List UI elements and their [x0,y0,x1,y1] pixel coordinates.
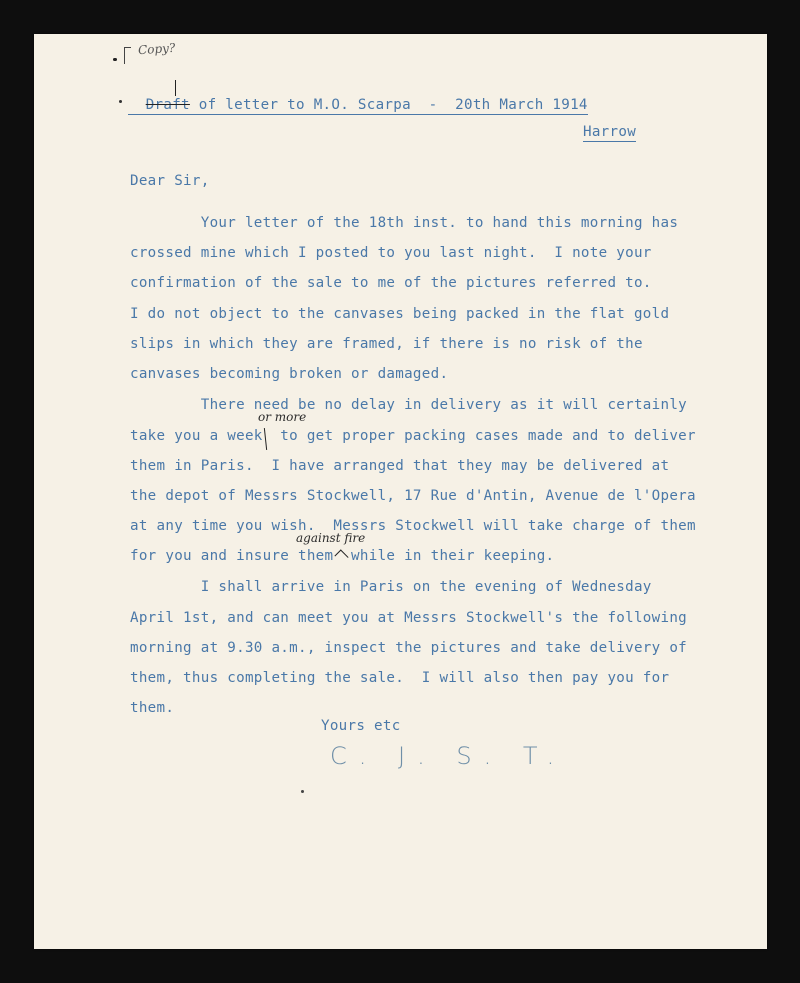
title-text: of letter to M.O. Scarpa - 20th March 1914 [189,97,588,113]
place-heading: Harrow [583,124,637,140]
insertion-against-fire: against fire [296,531,366,545]
body-line: April 1st, and can meet you at Messrs Stockwell's the following [130,610,688,626]
body-line: at any time you wish. Messrs Stockwell will take charge of them [130,518,696,534]
title-tick [175,80,176,96]
body-line: I shall arrive in Paris on the evening of Wednesday [130,579,652,595]
bracket-mark [124,47,131,64]
pencil-dot-1 [113,58,117,61]
pencil-dot-2 [119,100,122,103]
body-line: for you and insure them while in their keeping. [130,548,555,564]
signature-initials: C. J. S. T. [330,742,567,770]
draft-word: Draft [145,97,190,113]
letter-title [128,78,588,115]
copy-note: Copy? [137,40,176,58]
body-line: Your letter of the 18th inst. to hand this morning has [130,215,679,231]
body-line: them, thus completing the sale. I will also then pay you for [130,670,670,686]
body-line: morning at 9.30 a.m., inspect the pictures and take delivery of [130,640,688,656]
body-line: confirmation of the sale to me of the pictures referred to. [130,275,652,291]
body-line: I do not object to the canvases being packed in the flat gold [130,306,670,322]
closing: Yours etc [321,718,401,734]
body-line: slips in which they are framed, if there is no risk of the [130,336,643,352]
salutation: Dear Sir, [130,173,210,189]
body-line: them in Paris. I have arranged that they may be delivered at [130,458,670,474]
body-line: canvases becoming broken or damaged. [130,366,449,382]
body-line: There need be no delay in delivery as it will certainly [130,397,688,413]
body-line: the depot of Messrs Stockwell, 17 Rue d'Antin, Avenue de l'Opera [130,488,696,504]
insertion-or-more: or more [258,410,307,424]
body-line: take you a week to get proper packing cases made and to deliver [130,428,696,444]
body-line: crossed mine which I posted to you last night. I note your [130,245,652,261]
body-line: them. [130,700,175,716]
pencil-dot-3 [301,790,304,793]
